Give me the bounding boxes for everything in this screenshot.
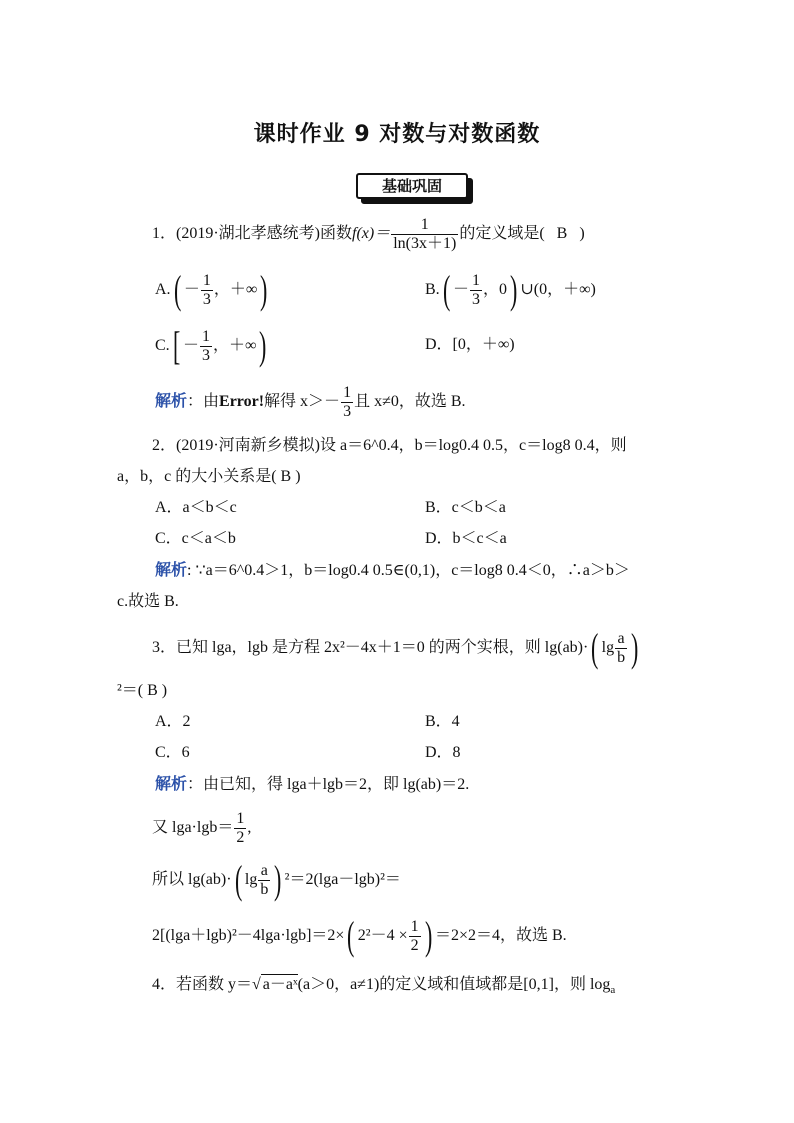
q1-opt-c-lbracket: [ <box>172 323 181 369</box>
q1-stem-tail: 的定义域是( <box>459 225 545 242</box>
q3-jiexi-label: 解析 <box>155 776 188 793</box>
q2-stem-line1: 2．(2019·河南新乡模拟)设 a＝6^0.4，b＝log0.4 0.5，c＝log8 0.4，则 <box>152 437 627 454</box>
q1-opt-b-rparen: ) <box>510 267 518 313</box>
q1-explanation <box>155 382 466 422</box>
q3-line3-den: b <box>260 880 269 898</box>
q3-stem: 3．已知 lga，lgb 是方程 2x²－4x＋1＝0 的两个实根，则 lg(ab)·( lg $\frac{a}{b}$ ) <box>152 625 639 671</box>
q1-opt-b-label: B. <box>425 281 440 298</box>
q3-line4-frac <box>409 918 421 955</box>
q1-close: ) <box>579 225 585 242</box>
q1-opt-a-num: 1 <box>202 271 211 289</box>
q1-opt-b-den: 3 <box>472 290 481 308</box>
q1-opt-a-rparen: ) <box>260 267 268 313</box>
q3-explanation-line3: 所以 lg(ab)·( lg $\frac{a}{b}$ ) ²＝2(lga－lgb)²＝ <box>152 857 401 903</box>
q2-explanation-line1 <box>155 561 630 581</box>
badge-label: 基础巩固 <box>356 173 468 199</box>
q3-line4-den: 2 <box>410 936 419 954</box>
q1-answer: B <box>556 225 568 242</box>
q1-opt-c-tail: ，＋∞ <box>213 337 257 354</box>
q1-opt-b-union: ∪(0，＋∞) <box>520 281 596 298</box>
q3-option-b: B．4 <box>425 713 460 730</box>
q1-opt-a-label: A. <box>155 281 171 298</box>
q1-opt-c-num: 1 <box>202 327 211 345</box>
q3-line2-b: , <box>247 819 252 836</box>
q1-jiexi-error: Error! <box>219 393 265 410</box>
page-title: 课时作业 9 对数与对数函数 <box>253 122 541 147</box>
q3-option-d: D．8 <box>425 744 461 761</box>
q3-line2-den: 2 <box>236 828 245 846</box>
q3-line4-num: 1 <box>410 917 419 935</box>
q1-opt-a-tail: ，＋∞ <box>213 281 258 298</box>
q1-opt-c-rparen: ) <box>259 323 267 369</box>
q3-option-c: C．6 <box>155 744 190 761</box>
q3-stem-line2: ²＝( B ) <box>117 682 168 699</box>
q4-stem-a: 4．若函数 y＝ <box>152 976 253 993</box>
q3-frac-den: b <box>617 648 626 666</box>
q3-frac-num: a <box>617 629 625 647</box>
q4-stem-b: (a＞0，a≠1)的定义域和值域都是[0,1]，则 log <box>297 976 611 993</box>
q4-radicand: a－aˣ <box>262 976 298 993</box>
q1-jiexi-a: ：由 <box>187 393 220 410</box>
q1-opt-a-lparen: ( <box>173 267 181 313</box>
q2-jiexi-label: 解析 <box>155 562 188 579</box>
q3-line4-b: ＝2×2＝4，故选 B. <box>434 927 567 944</box>
q4-stem-sub: a <box>610 984 616 996</box>
section-badge <box>356 173 474 201</box>
q1-opt-a-den: 3 <box>202 290 211 308</box>
q3-explanation-line2 <box>152 806 251 850</box>
q1-option-a: A.( － $\frac{1}{3}$ ，＋∞) <box>155 267 268 313</box>
q3-line3-b: ²＝2(lga－lgb)²＝ <box>284 871 401 888</box>
q4-stem: 4．若函数 y＝√ a－aˣ(a＞0，a≠1)的定义域和值域都是[0,1]，则 $\log_a$ <box>152 976 616 996</box>
q1-option-d: D．[0，＋∞) <box>425 336 515 353</box>
q1-opt-c-label: C. <box>155 337 170 354</box>
q1-frac-den: ln(3x＋1) <box>393 234 457 252</box>
q3-explanation-line4 <box>152 914 567 958</box>
q1-option-b: B.( － $\frac{1}{3}$ ，0) ∪(0，＋∞) <box>425 267 596 313</box>
q1-jiexi-b: 解得 x＞－ <box>264 393 341 410</box>
q3-stem-text: 3．已知 lga，lgb 是方程 2x²－4x＋1＝0 的两个实根，则 lg(ab)· <box>152 639 589 656</box>
q1-jiexi-den: 3 <box>343 402 352 420</box>
q3-line3-num: a <box>260 861 268 879</box>
q3-frac <box>615 630 627 667</box>
q3-option-a: A．2 <box>155 713 191 730</box>
q3-line4-a: 2[(lga＋lgb)²－4lga·lgb]＝2× <box>152 927 345 944</box>
q1-jiexi-num: 1 <box>343 383 352 401</box>
q3-line3-lparen: ( <box>234 857 242 903</box>
q3-line4-inner: 2²－4 × <box>357 927 408 944</box>
q2-jiexi-text: : ∵a＝6^0.4＞1，b＝log0.4 0.5∈(0,1)，c＝log8 0.4＜0，∴a＞b＞ <box>187 562 630 579</box>
q1-frac-num: 1 <box>420 215 429 233</box>
q3-explanation-line1 <box>155 775 469 795</box>
q1-fraction <box>391 216 458 253</box>
q1-func: f(x)＝ <box>352 225 391 242</box>
q1-stem-text: 1．(2019·湖北孝感统考)函数 <box>152 225 352 242</box>
q1-jiexi-label: 解析 <box>155 393 188 410</box>
q1-opt-c-frac <box>200 328 212 365</box>
q3-line2-a: 又 lga·lgb＝ <box>152 819 234 836</box>
q1-opt-a-frac <box>201 272 213 309</box>
q2-option-b: B．c＜b＜a <box>425 499 506 516</box>
q3-line3-rparen: ) <box>274 857 282 903</box>
q1-jiexi-frac <box>341 384 353 421</box>
q3-line2-frac <box>234 810 246 847</box>
q2-option-c: C．c＜a＜b <box>155 530 236 547</box>
q3-line4-rparen: ) <box>424 913 432 959</box>
q3-lparen: ( <box>591 625 599 671</box>
q2-option-d: D．b＜c＜a <box>425 530 507 547</box>
q1-opt-b-lparen: ( <box>442 267 451 313</box>
q1-opt-b-frac <box>470 272 482 309</box>
q1-jiexi-c: 且 x≠0，故选 B. <box>354 393 466 410</box>
q3-line3-a: 所以 lg(ab)· <box>152 871 232 888</box>
q1-opt-c-den: 3 <box>202 346 211 364</box>
q1-opt-b-tail: ，0 <box>483 281 508 298</box>
q1-stem <box>152 212 585 256</box>
q2-option-a: A．a＜b＜c <box>155 499 237 516</box>
q2-explanation-line2: c.故选 B. <box>117 593 179 610</box>
q3-line4-lparen: ( <box>347 913 355 959</box>
q3-jiexi-text: ：由已知，得 lga＋lgb＝2，即 lg(ab)＝2. <box>187 776 470 793</box>
q3-rparen: ) <box>631 625 639 671</box>
q2-stem-line2: a，b，c 的大小关系是( B ) <box>117 468 301 485</box>
q1-option-c: C.[ － $\frac{1}{3}$ ，＋∞) <box>155 323 267 369</box>
q1-opt-b-num: 1 <box>472 271 481 289</box>
q3-line2-num: 1 <box>236 809 245 827</box>
q3-line3-frac <box>258 862 270 899</box>
